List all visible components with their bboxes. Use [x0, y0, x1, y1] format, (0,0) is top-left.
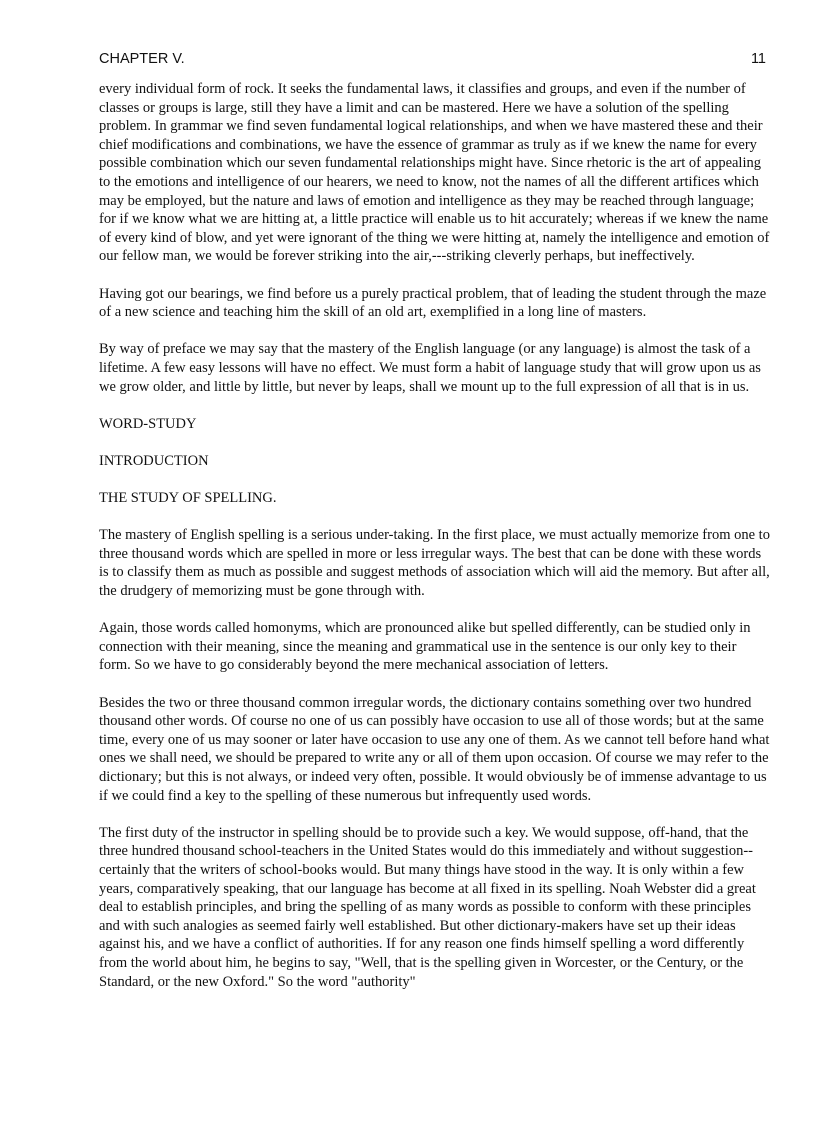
body-text — [99, 80, 771, 991]
paragraph: Besides the two or three thousand common irregular words, the dictionary contains something over two hundred thousand other words. Of course no one of us can possibly have occasion to use all of those words; but at the same time, every one of us may sooner or later have occasion to use any one of them. As we cannot tell before hand what ones we shall need, we should be prepared to write any or all of them upon occasion. Of course we may refer to the dictionary; but this is not always, or indeed very often, possible. It would obviously be of immense advantage to us if we could find a key to the spelling of these numerous but infrequently used words. — [99, 694, 770, 804]
paragraph: Again, those words called homonyms, which are pronounced alike but spelled differently, can be studied only in connection with their meaning, since the meaning and grammatical use in the sentence is our only key to their form. So we have to go considerably beyond the mere mechanical association of letters. — [99, 620, 751, 674]
paragraph: By way of preface we may say that the mastery of the English language (or any language) is almost the task of a lifetime. A few easy lessons will have no effect. We must form a habit of language study that will grow upon us as we grow older, and little by little, but never by leaps, shall we mount up to the full expression of all that is in us. — [99, 341, 761, 395]
section-heading-study-of-spelling: THE STUDY OF SPELLING. — [99, 490, 277, 507]
paragraph: every individual form of rock. It seeks the fundamental laws, it classifies and groups, and even if the number of classes or groups is large, still they have a limit and can be mastered. Here we have a solution of the spelling problem. In grammar we find seven fundamental logical relationships, and when we have mastered these and their chief modifications and combinations, we have the essence of grammar as truly as if we knew the name for every possible combination which our seven fundamental relationships might have. Since rhetoric is the art of appealing to the emotions and intelligence of our hearers, we need to know, not the names of all the different artifices which may be employed, but the nature and laws of emotion and intelligence as they may be reached through language; for if we know what we are hitting at, a little practice will enable us to hit accurately; whereas if we knew the name of every kind of blow, and yet were ignorant of the thing we were hitting at, namely the intelligence and emotion of our fellow man, we would be forever striking into the air,---striking cleverly perhaps, but ineffectively. — [99, 81, 770, 265]
chapter-title: CHAPTER V. — [99, 51, 185, 67]
page-number: 11 — [750, 51, 766, 67]
paragraph: Having got our bearings, we find before us a purely practical problem, that of leading the student through the maze of a new science and teaching him the skill of an old art, exemplified in a long line of masters. — [99, 285, 767, 321]
paragraph: The first duty of the instructor in spelling should be to provide such a key. We would suppose, off-hand, that the three hundred thousand school-teachers in the United States would do this immediately and without suggestion--certainly that the writers of school-books would. But many things have stood in the way. It is only within a few years, comparatively speaking, that our language has become at all fixed in its spelling. Noah Webster did a great deal to establish principles, and bring the spelling of as many words as possible to conform with these principles and with such analogies as seemed fairly well established. But other dictionary-makers have set up their ideas against his, and we have a conflict of authorities. If for any reason one finds himself spelling a word differently from the world about him, he begins to say, "Well, that is the spelling given in Worcester, or the Century, or the Standard, or the new Oxford." So the word "authority" — [99, 824, 756, 990]
paragraph: The mastery of English spelling is a serious under-taking. In the first place, we must actually memorize from one to three thousand words which are spelled in more or less irregular ways. The best that can be done with these words is to classify them as much as possible and suggest methods of association which will aid the memory. But after all, the drudgery of memorizing must be gone through with. — [99, 527, 770, 600]
section-heading-word-study: WORD-STUDY — [99, 415, 197, 432]
running-header — [99, 51, 766, 71]
section-heading-introduction: INTRODUCTION — [99, 452, 209, 469]
